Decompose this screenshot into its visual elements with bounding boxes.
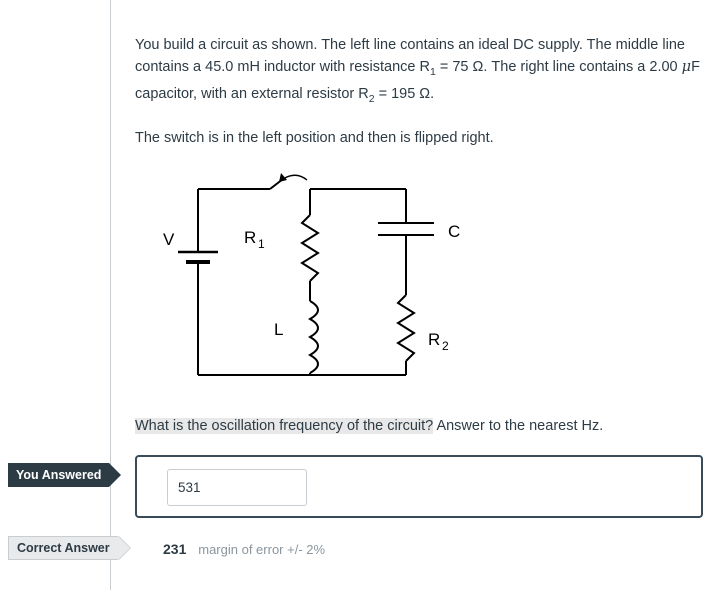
- correct-answer-value: 231: [163, 541, 187, 557]
- question-text-c: F capacitor, with an external resistor R: [135, 59, 700, 102]
- answer-box: [135, 455, 703, 518]
- label-v: V: [163, 229, 175, 249]
- question-paragraph-1: [135, 34, 715, 110]
- question-text-a: You build a circuit as shown. The left line contains an ideal DC supply. The middle line contains a 45.0 mH inductor with resistance R: [135, 37, 685, 75]
- prompt-rest: Answer to the nearest Hz.: [436, 417, 604, 434]
- prompt-highlighted: What is the oscillation frequency of the circuit?: [135, 417, 434, 434]
- you-answered-label: You Answered: [8, 463, 109, 487]
- you-answered-badge: [8, 463, 121, 487]
- you-answered-arrow: [109, 463, 121, 487]
- switch-arc: [283, 175, 307, 180]
- subscript-r2: 2: [368, 92, 375, 105]
- correct-answer-badge: [8, 536, 130, 560]
- correct-answer-label: Correct Answer: [8, 536, 118, 560]
- page-divider: [110, 0, 111, 590]
- question-prompt: [135, 416, 715, 436]
- correct-answer-arrow: [118, 536, 130, 560]
- label-r1: R: [244, 227, 257, 247]
- label-r2: R: [428, 329, 441, 349]
- label-c: C: [448, 221, 461, 241]
- subscript-r1: 1: [429, 65, 436, 78]
- question-text-d: = 195 Ω.: [374, 85, 435, 102]
- resistor-r1-zigzag: [302, 215, 318, 281]
- circuit-svg: [150, 167, 480, 397]
- label-l: L: [274, 319, 284, 339]
- margin-of-error: margin of error +/- 2%: [198, 542, 326, 557]
- circuit-diagram: [150, 167, 715, 402]
- resistor-r2-zigzag: [398, 295, 414, 361]
- label-r2-sub: 2: [442, 338, 449, 353]
- question-content: [135, 0, 715, 436]
- mu-symbol: μ: [681, 59, 692, 75]
- correct-answer-row: [163, 541, 325, 557]
- question-text-b: = 75 Ω. The right line contains a 2.00: [435, 59, 682, 75]
- answer-input[interactable]: 531: [167, 469, 307, 506]
- question-paragraph-2: The switch is in the left position and then is flipped right.: [135, 129, 494, 146]
- inductor-l-coils: [310, 301, 318, 373]
- label-r1-sub: 1: [258, 236, 265, 251]
